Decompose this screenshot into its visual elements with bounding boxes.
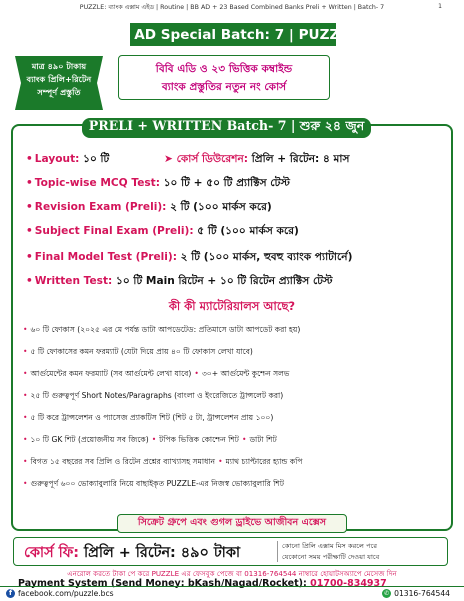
payment-label: Payment System (Send Money: bKash/Nagad/Rocket):: [18, 578, 311, 589]
material-item: • ৬০ টি ফোকাস (২০২৫ এর মে পর্যন্ত ডাটা আপডেটেড: প্রতিমাসে ডাটা আপডেট করা হয়): [23, 325, 301, 334]
course-fee: [24, 542, 240, 566]
batch-start-banner: PRELI + WRITTEN Batch- 7 | শুরু ২৪ জুন: [82, 118, 371, 138]
feature-duration: ➤ কোর্স ডিউরেশন: প্রিলি + রিটেন: ৪ মাস: [164, 153, 350, 165]
material-item: • ৫ টি করে ট্রান্সলেশন ও প্যাসেজ প্র্যাকটিস শিট (শিট ৫ টা, ট্রান্সলেশন প্রায় ১০০): [23, 413, 274, 422]
ribbon-line-3: সম্পূর্ণ প্রস্তুতি: [37, 87, 81, 97]
feature-layout: • Layout: ১০ টি: [26, 153, 110, 165]
feature-value: ২ টি (১০০ মার্কস, হুবহু ব্যাংক প্যাটার্নে): [176, 251, 353, 263]
course-intro-box: [118, 55, 330, 100]
feature-key: Written Test:: [34, 275, 113, 287]
page-number: 1: [438, 3, 442, 10]
lifetime-access-box: সিক্রেট গ্রুপে এবং গুগল ড্রাইভে আজীবন এক্সেস: [117, 514, 347, 533]
material-item: • গুরুত্বপূর্ণ ৬০০ ভোক্যাবুলারি নিয়ে বাছাইকৃত PUZZLE-এর নিজস্ব ভোক্যাবুলারি শিট: [23, 479, 284, 488]
feature-final-model: • Final Model Test (Preli): ২ টি (১০০ মার্কস, হুবহু ব্যাংক প্যাটার্নে): [26, 251, 353, 263]
material-item: • ৫ টি ফোকাসের কমন ফরম্যাট (যেটা দিয়ে প্রায় ৪০ টি ফোকাস লেখা যাবে): [23, 347, 253, 356]
facebook-url: facebook.com/puzzle.bcs: [18, 589, 114, 598]
whatsapp-icon: ✆: [384, 590, 390, 597]
feature-written-test: • Written Test: ১০ টি Main রিটেন + ১০ টি রিটেন প্র্যাক্টিস টেস্ট: [26, 275, 333, 287]
feature-value: ৫ টি (১০০ মার্কস করে): [193, 225, 299, 237]
payment-number: 01700-834937: [310, 578, 387, 589]
ribbon-line-1: মাত্র ৪৯০ টাকায়: [31, 61, 87, 71]
feature-revision-exam: • Revision Exam (Preli): ২ টি (১০০ মার্কস করে): [26, 201, 272, 213]
course-fee-box: [13, 537, 448, 566]
fee-value: প্রিলি + রিটেন: ৪৯০ টাকা: [79, 545, 241, 561]
fee-label: কোর্স ফি:: [24, 545, 79, 561]
material-item: • বিগত ১৫ বছরের সব প্রিলি ও রিটেন প্রশ্নের ব্যাখ্যাসহ সমাধান • ম্যাথ চ্যাপ্টারের হ্যান্ড কপি: [23, 457, 303, 466]
duration-value: প্রিলি + রিটেন: ৪ মাস: [248, 153, 350, 165]
feature-key: Final Model Test (Preli):: [34, 251, 177, 263]
course-intro-line-2: ব্যাংক প্রস্তুতির নতুন নং কোর্স: [161, 81, 287, 93]
facebook-link[interactable]: [6, 589, 114, 598]
fee-divider: [277, 541, 278, 562]
price-ribbon: [9, 52, 109, 114]
material-item: • ১০ টি GK শিট (প্রয়োজনীয় সব জিকে) • টপিক ভিত্তিক কোশ্চেন শিট • ডাটা শিট: [23, 435, 277, 444]
feature-subject-final: • Subject Final Exam (Preli): ৫ টি (১০০ মার্কস করে): [26, 225, 299, 237]
footer: [0, 586, 464, 601]
phone-contact[interactable]: [382, 589, 450, 598]
top-info-text: PUZZLE: ব্যাংক এক্সাম এইড | Routine | BB AD + 23 Based Combined Banks Preli + Written | Batch- 7: [79, 3, 385, 11]
feature-key: Topic-wise MCQ Test:: [34, 177, 160, 189]
batch-title: BB AD Special Batch: 7 | PUZZLE: [130, 23, 336, 46]
materials-heading: কী কী ম্যাটেরিয়ালস আছে?: [168, 299, 296, 313]
course-intro-line-1: বিবি এডি ও ২৩ ভিত্তিক কম্বাইন্ড: [155, 63, 293, 75]
feature-value: ২ টি (১০০ মার্কস করে): [166, 201, 272, 213]
feature-value: ১০ টি + ৫০ টি প্র্যাক্টিস টেস্ট: [160, 177, 290, 189]
feature-value: ১০ টি Main রিটেন + ১০ টি রিটেন প্র্যাক্টিস টেস্ট: [112, 275, 333, 287]
enroll-contact-text: এনরোল করতে টাকা পে করে PUZZLE এর ফেসবুক পেজে বা 01316-764544 নাম্বারে হোয়াটসঅ্যাপে মেসেজ দিন: [67, 569, 397, 578]
ribbon-text: [9, 60, 109, 99]
top-info-line: [0, 0, 464, 14]
fee-note: কোনো প্রিলি এক্সাম মিস করলে পরে যেকোনো সময় পরীক্ষাটি দেওয়া যাবে: [282, 542, 380, 561]
feature-key: Layout:: [34, 153, 80, 165]
material-item: • আর্গুমেন্টের কমন ফরম্যাট (সব আর্গুমেন্ট লেখা যাবে) • ৩০+ আর্গুমেন্ট কুশ্চেন সলভ: [23, 369, 290, 378]
material-item: • ২৫ টি গুরুত্বপূর্ণ Short Notes/Paragraphs (বাংলা ও ইংরেজিতে ট্রান্সলেট করা): [23, 391, 284, 400]
feature-key: Subject Final Exam (Preli):: [34, 225, 194, 237]
feature-key: Revision Exam (Preli):: [34, 201, 167, 213]
feature-value: ১০ টি: [79, 153, 110, 165]
facebook-icon: f: [6, 589, 15, 598]
phone-number: 01316-764544: [394, 589, 450, 598]
duration-key: কোর্স ডিউরেশন:: [176, 153, 249, 165]
feature-mcq-test: • Topic-wise MCQ Test: ১০ টি + ৫০ টি প্র্যাক্টিস টেস্ট: [26, 177, 290, 189]
ribbon-line-2: ব্যাংক প্রিলি+রিটেন: [26, 74, 92, 84]
